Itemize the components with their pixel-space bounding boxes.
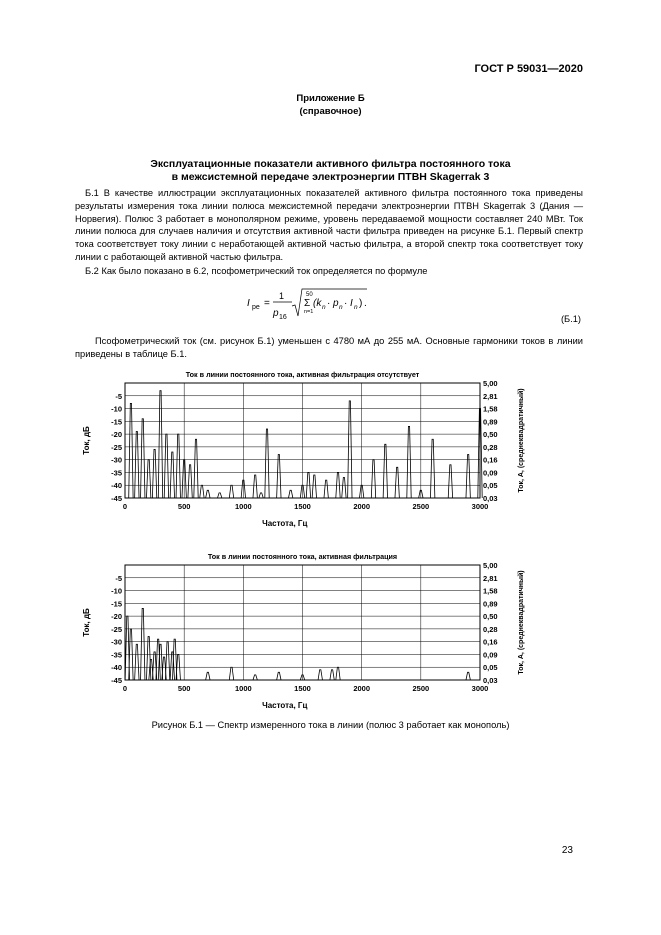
y-right-tick-label: 5,00 xyxy=(483,379,498,388)
x-tick-label: 500 xyxy=(177,684,191,693)
y-tick-label: -35 xyxy=(111,650,122,660)
spectrum-peak xyxy=(135,432,139,498)
spectrum-peak xyxy=(259,493,263,498)
spectrum-peak xyxy=(194,439,198,498)
spectrum-peak xyxy=(253,675,257,680)
formula-p: p xyxy=(333,298,339,309)
spectrum-peak xyxy=(146,460,150,498)
annex-title: Приложение Б xyxy=(296,93,365,104)
x-tick-label: 1500 xyxy=(294,502,311,511)
x-tick-label: 500 xyxy=(177,502,191,511)
spectrum-peak xyxy=(336,667,340,680)
spectrum-peak xyxy=(383,444,387,498)
y-right-tick-label: 1,58 xyxy=(483,586,498,596)
spectrum-trace xyxy=(129,391,482,498)
formula-frac-den-sub: 16 xyxy=(279,314,287,321)
y-right-tick-label: 2,81 xyxy=(483,573,498,583)
y-tick-label: -15 xyxy=(111,599,122,609)
section-title-line-1: Эксплуатационные показатели активного фильтра постоянного тока xyxy=(150,158,511,170)
y-tick-label: -20 xyxy=(111,430,122,440)
spectrum-peak xyxy=(324,480,328,498)
y-right-tick-label: 0,09 xyxy=(483,468,498,478)
y-right-tick-label: 0,05 xyxy=(483,481,498,491)
spectrum-peak xyxy=(188,465,192,498)
spectrum-peak xyxy=(200,485,204,498)
spectrum-peak xyxy=(253,475,257,498)
formula-frac-den: p xyxy=(273,308,279,319)
y-tick-label: -40 xyxy=(111,663,122,673)
y-right-tick-label: 0,28 xyxy=(483,442,498,452)
page-number: 23 xyxy=(561,845,573,856)
formula-k: (k xyxy=(313,298,322,309)
spectrum-peak xyxy=(348,401,352,498)
y-right-tick-label: 5,00 xyxy=(483,561,498,570)
formula-sum-upper: 50 xyxy=(306,292,313,298)
spectrum-trace xyxy=(125,608,470,680)
y-tick-label: -40 xyxy=(111,481,122,491)
spectrum-peak xyxy=(141,608,145,680)
y-tick-label: -30 xyxy=(111,637,122,647)
y-right-axis-label: Ток, А, (среднеквадратичный) xyxy=(518,388,525,493)
y-tick-label: -25 xyxy=(111,624,122,634)
spectrum-peak xyxy=(342,478,346,498)
y-tick-label: -30 xyxy=(111,455,122,465)
spectrum-peak xyxy=(206,490,210,498)
spectrum-peak xyxy=(277,455,281,498)
y-tick-label: -20 xyxy=(111,612,122,622)
y-right-tick-label: 0,16 xyxy=(483,637,498,647)
x-tick-label: 1000 xyxy=(234,502,252,511)
spectrum-peak xyxy=(288,490,292,498)
formula-eq: = xyxy=(264,298,270,309)
paragraph-b1: Б.1 В качестве иллюстрации эксплуатационных показателей активного фильтра постоянного тока приведены результаты измерения тока линии полюса межсистемной передачи электроэнергии ПТВН Skagerrak 3 (Дания — Норвегия). Полюс 3 работает в монополярном режиме, уровень передаваемой мощности составляет 240 МВт. Ток линии полюса для случаев наличия и отсутствия активной части фильтра приведен на рисунке Б.1. Первый спектр тока соответствует току линии с неработающей активной частью фильтра, а второй спектр тока соответствует току линии с работающей активной частью фильтра. xyxy=(75,188,583,262)
x-tick-label: 2000 xyxy=(353,684,371,693)
spectrum-peak xyxy=(330,670,334,680)
y-tick-label: -5 xyxy=(115,391,122,401)
formula-frac-num: 1 xyxy=(279,291,285,301)
psophometric-formula xyxy=(245,286,395,322)
spectrum-peak xyxy=(170,452,174,498)
y-right-tick-label: 0,05 xyxy=(483,663,498,673)
formula-sum-lower: n=1 xyxy=(304,309,314,315)
x-axis-label: Частота, Гц xyxy=(262,701,308,710)
y-right-tick-label: 2,81 xyxy=(483,391,498,401)
formula-number: (Б.1) xyxy=(560,314,581,324)
chart-title: Ток в линии постоянного тока, активная фильтрация отсутствует xyxy=(185,370,420,379)
spectrum-peak xyxy=(466,672,470,680)
spectrum-peak xyxy=(277,672,281,680)
formula-close: ) xyxy=(359,298,363,309)
spectrum-peak xyxy=(318,670,322,680)
y-right-tick-label: 0,28 xyxy=(483,624,498,634)
formula-sum-sign: Σ xyxy=(304,298,311,309)
section-title-line-2: в межсистемной передаче электроэнергии ПТВН Skagerrak 3 xyxy=(171,171,490,183)
spectrum-chart-without-filter xyxy=(70,366,560,531)
y-tick-label: -10 xyxy=(111,586,122,596)
y-tick-label: -5 xyxy=(115,573,122,583)
figure-caption: Рисунок Б.1 — Спектр измеренного тока в линии (полюс 3 работает как монополь) xyxy=(151,720,510,730)
spectrum-peak xyxy=(312,475,316,498)
y-tick-label: -15 xyxy=(111,417,122,427)
y-axis-label: Ток, дБ xyxy=(82,426,91,455)
y-right-axis-label: Ток, А, (среднеквадратичный) xyxy=(518,570,525,675)
y-right-tick-label: 0,09 xyxy=(483,650,498,660)
x-tick-label: 1500 xyxy=(294,684,311,693)
spectrum-peak xyxy=(129,403,133,498)
spectrum-peak xyxy=(158,391,162,498)
y-tick-label: -45 xyxy=(111,676,122,685)
spectrum-peak xyxy=(135,644,139,680)
annex-type: (справочное) xyxy=(299,106,362,117)
formula-lhs-sub: pe xyxy=(252,304,260,311)
spectrum-peak xyxy=(229,485,233,498)
y-axis-label: Ток, дБ xyxy=(82,608,91,637)
spectrum-peak xyxy=(395,467,399,498)
y-tick-label: -35 xyxy=(111,468,122,478)
y-right-tick-label: 0,03 xyxy=(483,676,498,685)
formula-end: . xyxy=(364,298,367,309)
y-right-tick-label: 0,50 xyxy=(483,612,498,622)
y-tick-label: -10 xyxy=(111,404,122,414)
y-right-tick-label: 0,50 xyxy=(483,430,498,440)
spectrum-peak xyxy=(146,637,150,680)
formula-dot1: · xyxy=(327,298,331,309)
spectrum-peak xyxy=(164,434,168,498)
formula-dot2: · xyxy=(344,298,348,309)
spectrum-peak xyxy=(206,672,210,680)
y-right-tick-label: 0,03 xyxy=(483,494,498,503)
y-tick-label: -45 xyxy=(111,494,122,503)
x-axis-label: Частота, Гц xyxy=(262,519,308,528)
x-tick-label: 0 xyxy=(122,502,128,511)
x-tick-label: 1000 xyxy=(234,684,252,693)
x-tick-label: 3000 xyxy=(471,502,489,511)
y-right-tick-label: 1,58 xyxy=(483,404,498,414)
x-tick-label: 3000 xyxy=(471,684,489,693)
spectrum-peak xyxy=(466,455,470,498)
spectrum-peak xyxy=(217,493,221,498)
spectrum-peak xyxy=(152,449,156,498)
y-right-tick-label: 0,16 xyxy=(483,455,498,465)
chart-title: Ток в линии постоянного тока, активная фильтрация xyxy=(207,552,398,561)
spectrum-peak xyxy=(141,419,145,498)
spectrum-peak xyxy=(176,434,180,498)
y-tick-label: -25 xyxy=(111,442,122,452)
document-code: ГОСТ Р 59031—2020 xyxy=(474,63,583,75)
spectrum-peak xyxy=(407,426,411,498)
formula-I: I xyxy=(350,298,353,309)
formula-k-sub: n xyxy=(322,304,326,311)
spectrum-peak xyxy=(229,667,233,680)
x-tick-label: 2500 xyxy=(412,684,430,693)
x-tick-label: 0 xyxy=(122,684,128,693)
formula-I-sub: n xyxy=(354,304,358,311)
spectrum-peak xyxy=(265,429,269,498)
y-right-tick-label: 0,89 xyxy=(483,417,498,427)
paragraph-psophometric: Псофометрический ток (см. рисунок Б.1) уменьшен с 4780 мА до 255 мА. Основные гармоники токов в линии приведены в таблице Б.1. xyxy=(75,336,583,359)
y-right-tick-label: 0,89 xyxy=(483,599,498,609)
x-tick-label: 2500 xyxy=(412,502,430,511)
x-tick-label: 2000 xyxy=(353,502,371,511)
spectrum-peak xyxy=(430,439,434,498)
formula-lhs: I xyxy=(247,298,250,309)
spectrum-peak xyxy=(371,460,375,498)
spectrum-peak xyxy=(448,465,452,498)
spectrum-chart-with-filter xyxy=(70,548,560,713)
paragraph-b2: Б.2 Как было показано в 6.2, псофометрический ток определяется по формуле xyxy=(85,266,428,276)
formula-p-sub: n xyxy=(339,304,343,311)
